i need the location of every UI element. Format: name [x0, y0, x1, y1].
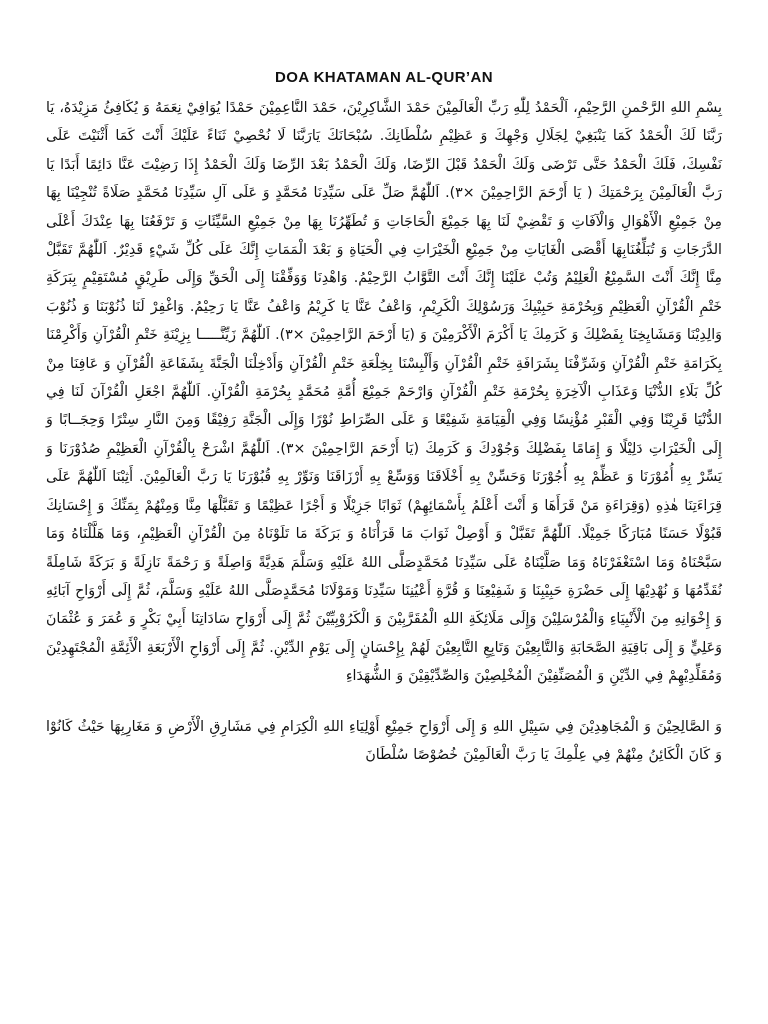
document-title: DOA KHATAMAN AL-QUR’AN — [275, 69, 493, 86]
prayer-paragraph-2: وَ الصَّالِحِيْنَ وَ الْمُجَاهِدِيْنَ فِي سَبِيْلِ اللهِ وَ إِلَى أَرْوَاحِ جَمِيْعِ أَوْلِيَاءِ اللهِ الْكِرَامِ فِي مَشَارِقِ الْأَرْضِ وَ مَغَارِبِهَا حَيْثُ كَانُوْا وَ كَانَ الْكَائِنُ مِنْهُمْ فِي عِلْمِكَ يَا رَبَّ الْعَالَمِيْنَ خُصُوْصًا سُلْطَانَ — [46, 718, 722, 763]
prayer-paragraph-1: بِسْمِ اللهِ الرَّحْمنِ الرَّحِيْمِ، اَلْحَمْدُ لِلّٰهِ رَبِّ الْعَالَمِيْنَ حَمْدَ الشَّاكِرِيْنَ، حَمْدَ النَّاعِمِيْنَ حَمْدًا يُوَافِيْ نِعَمَهُ وَ يُكَافِئُ مَزِيْدَهُ، يَا رَبَّنَا لَكَ الْحَمْدُ كَمَا يَنْبَغِيْ لِجَلَالِ وَجْهِكَ وَ عَظِيْمِ سُلْطَانِكَ. سُبْحَانَكَ يَارَبَّنَا لَا نُحْصِيْ ثَنَاءً عَلَيْكَ أَنْتَ كَمَا أَثْنَيْتَ عَلَى نَفْسِكَ، فَلَكَ الْحَمْدُ حَتَّى تَرْضَى وَلَكَ الْحَمْدُ قَبْلَ الرِّضَا، وَلَكَ الْحَمْدُ بَعْدَ الرِّضَا وَلَكَ الْحَمْدُ إِذَا رَضِيْتَ عَنَّا دَائِمًا أَبَدًا يَا رَبَّ الْعَالَمِيْنَ بِرَحْمَتِكَ ( يَا أَرْحَمَ الرَّاحِمِيْنَ ×٣). اَللّٰهُمَّ صَلِّ عَلَى سَيِّدِنَا مُحَمَّدٍ وَ عَلَى آلِ سَيِّدِنَا مُحَمَّدٍ صَلَاةً تُنْجِيْنَا بِهَا مِنْ جَمِيْعِ الْأَهْوَالِ وَالْآفَاتِ وَ تَقْضِيْ لَنَا بِهَا جَمِيْعَ الْحَاجَاتِ وَ تُطَهِّرُنَا بِهَا مِنْ جَمِيْعِ السَّيِّئَاتِ وَ تَرْفَعُنَا بِهَا عِنْدَكَ أَعْلَى الدَّرَجَاتِ وَ تُبَلِّغُنَابِهَا أَقْصَى الْغَايَاتِ مِنْ جَمِيْعِ الْخَيْرَاتِ فِي الْحَيَاةِ وَ بَعْدَ الْمَمَاتِ إِنَّكَ عَلَى كُلِّ شَيْءٍ قَدِيْرٌ. اَللّٰهُمَّ تَقَبَّلْ مِنَّا إِنَّكَ أَنْتَ السَّمِيْعُ الْعَلِيْمُ وَتُبْ عَلَيْنَا إِنَّكَ أَنْتَ التَّوَّابُ الرَّحِيْمُ. وَاهْدِنَا وَوَفِّقْنَا إِلَى الْحَقِّ وَإِلَى طَرِيْقٍ مُسْتَقِيْمٍ بِبَرَكَةِ خَتْمِ الْقُرْآنِ الْعَظِيْمِ وَبِحُرْمَةِ حَبِيْبِكَ وَرَسُوْلِكَ الْكَرِيْمِ، وَاعْفُ عَنَّا يَا كَرِيْمُ وَاعْفُ عَنَّا يَا رَحِيْمُ. وَاغْفِرْ لَنَا ذُنُوْبَنَا وَ ذُنُوْبَ وَالِدِيْنَا وَمَشَايِخِنَا بِفَضْلِكَ وَ كَرَمِكَ يَا أَكْرَمَ الْأَكْرَمِيْنَ وَ (يَا أَرْحَمَ الرَّاحِمِيْنَ ×٣). اَللّٰهُمَّ زَيِّنَّـــــا بِزِيْنَةِ خَتْمِ الْقُرْآنِ وَأَكْرِمْنَا بِكَرَامَةِ خَتْمِ الْقُرْآنِ وَشَرِّفْنَا بِشَرَافَةِ خَتْمِ الْقُرْآنِ وَأَلْبِسْنَا بِخِلْعَةِ خَتْمِ الْقُرْآنِ وَأَدْخِلْنَا الْجَنَّةَ بِشَفَاعَةِ الْقُرْآنِ وَ عَافِنَا مِنْ كُلِّ بَلَاءِ الدُّنْيَا وَعَذَابِ الْآخِرَةِ بِحُرْمَةِ خَتْمِ الْقُرْآنِ وَارْحَمْ جَمِيْعَ أُمَّةِ مُحَمَّدٍ بِحُرْمَةِ الْقُرْآنِ. اَللّٰهُمَّ اجْعَلِ الْقُرْآنَ لَنَا فِي الدُّنْيَا قَرِيْنًا وَفِي الْقَبْرِ مُؤْنِسًا وَفِي الْقِيَامَةِ شَفِيْعًا وَ عَلَى الصِّرَاطِ نُوْرًا وَإِلَى الْجَنَّةِ رَفِيْقًا وَمِنَ النَّارِ سِتْرًا وَحِجَــابًا وَ إِلَى الْخَيْرَاتِ دَلِيْلًا وَ إِمَامًا بِفَضْلِكَ وَجُوْدِكَ وَ كَرَمِكَ (يَا أَرْحَمَ الرَّاحِمِيْنَ ×٣). اَللّٰهُمَّ اشْرَحْ بِالْقُرْآنِ الْعَظِيْمِ صُدُوْرَنَا وَ يَسِّرْ بِهِ أُمُوْرَنَا وَ عَظِّمْ بِهِ أُجُوْرَنَا وَحَسِّنْ بِهِ أَخْلَاقَنَا وَوَسِّعْ بِهِ أَرْزَاقَنَا وَنَوِّرْ بِهِ قُبُوْرَنَا يَا رَبَّ الْعَالَمِيْنَ. أَثِبْنَا اَللّٰهُمَّ عَلَى قِرَاءَتِنَا هٰذِهِ (وَقِرَاءَةِ مَنْ قَرَأَهَا وَ أَنْتَ أَعْلَمُ بِأَسْمَائِهِمْ) ثَوَابًا جَزِيْلًا وَ أَجْرًا عَظِيْمًا وَ تَقَبَّلْهَا مِنَّا وَمِنْهُمْ بِمَنِّكَ وَ إِحْسَانِكَ قَبُوْلًا حَسَنًا مُبَارَكًا جَمِيْلًا. اَللّٰهُمَّ تَقَبَّلْ وَ أَوْصِلْ ثَوَابَ مَا قَرَأْنَاهُ وَ بَرَكَةَ مَا تَلَوْنَاهُ مِنَ الْقُرْآنِ الْعَظِيْمِ، وَمَا هَلَّلْنَاهُ وَمَا سَبَّحْنَاهُ وَمَا اسْتَغْفَرْنَاهُ وَمَا صَلَّيْنَاهُ عَلَى سَيِّدِنَا مُحَمَّدٍصَلَّى اللهُ عَلَيْهِ وَسَلَّمَ هَدِيَّةً وَاصِلَةً وَ رَحْمَةً نَازِلَةً وَ بَرَكَةً شَامِلَةً نُقَدِّمُهَا وَ نُهْدِيْهَا إِلَى حَضْرَةِ حَبِيْبِنَا وَ شَفِيْعِنَا وَ قُرَّةِ أَعْيُنِنَا سَيِّدِنَا وَمَوْلَانَا مُحَمَّدٍصَلَّى اللهُ عَلَيْهِ وَسَلَّمَ، ثُمَّ إِلَى أَرْوَاحِ آبَائِهِ وَ إِخْوَانِهِ مِنَ الْأَنْبِيَاءِ وَالْمُرْسَلِيْنَ وَإِلَى مَلَائِكَةِ اللهِ الْمُقَرَّبِيْنَ وَ الْكَرُوْبِيِّيْنَ ثُمَّ إِلَى أَرْوَاحِ سَادَاتِنَا أَبِيْ بَكْرٍ وَ عُمَرَ وَ عُثْمَانَ وَعَلِيٍّ وَ إِلَى بَاقِيَةِ الصَّحَابَةِ وَالتَّابِعِيْنَ وَتَابِعِ التَّابِعِيْنَ لَهُمْ بِإِحْسَانٍ إِلَى يَوْمِ الدِّيْنِ. ثُمَّ إِلَى أَرْوَاحِ الْأَرْبَعَةِ الْأَئِمَّةِ الْمُجْتَهِدِيْنَ وَمُقَلِّدِيْهِمْ فِي الدِّيْنِ وَ الْمُصَنِّفِيْنَ الْمُخْلِصِيْنَ وَالصِّدِّيْقِيْنَ وَ الشُّهَدَاءِ — [46, 100, 722, 685]
